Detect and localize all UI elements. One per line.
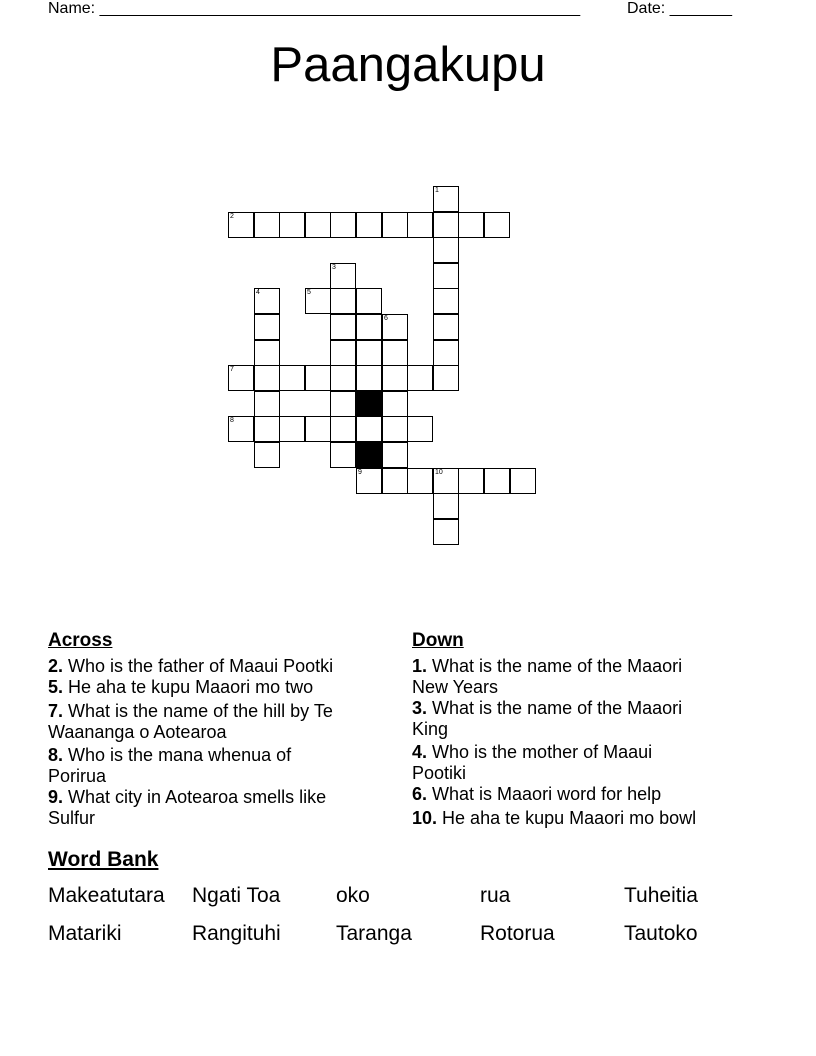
grid-cell[interactable] — [356, 212, 382, 238]
word-bank-item: oko — [336, 884, 370, 907]
grid-cell[interactable] — [510, 468, 536, 494]
grid-cell[interactable] — [433, 468, 459, 494]
clue-number: 5 — [307, 289, 311, 296]
across-clue-5: 5. He aha te kupu Maaori mo two — [48, 677, 314, 697]
grid-cell[interactable] — [382, 212, 408, 238]
grid-cell[interactable] — [228, 416, 254, 442]
grid-cell[interactable] — [254, 288, 280, 314]
grid-cell[interactable] — [305, 212, 331, 238]
grid-cell[interactable] — [228, 212, 254, 238]
grid-cell[interactable] — [433, 365, 459, 391]
across-clue-9: 9. What city in Aotearoa smells like Sulfur — [48, 787, 327, 828]
down-heading: Down — [412, 630, 464, 651]
word-bank-item: Tuheitia — [624, 884, 698, 907]
grid-cell[interactable] — [433, 340, 459, 366]
grid-cell[interactable] — [433, 212, 459, 238]
grid-cell[interactable] — [433, 288, 459, 314]
grid-cell[interactable] — [330, 365, 356, 391]
clue-number: 3 — [332, 264, 336, 271]
down-clue-10: 10. He aha te kupu Maaori mo bowl — [412, 808, 697, 828]
grid-cell[interactable] — [382, 468, 408, 494]
grid-cell[interactable] — [254, 340, 280, 366]
grid-cell[interactable] — [433, 493, 459, 519]
grid-cell[interactable] — [407, 416, 433, 442]
name-line: Name: ______________________________________________________ — [48, 0, 581, 17]
grid-cell[interactable] — [330, 391, 356, 417]
grid-cell[interactable] — [254, 314, 280, 340]
grid-cell[interactable] — [254, 442, 280, 468]
grid-cell[interactable] — [458, 212, 484, 238]
down-clue-4: 4. Who is the mother of Maaui Pootiki — [412, 742, 653, 783]
grid-cell[interactable] — [382, 416, 408, 442]
grid-cell[interactable] — [407, 212, 433, 238]
grid-cell[interactable] — [433, 186, 459, 212]
across-clue-2: 2. Who is the father of Maaui Pootki — [48, 656, 334, 676]
down-clue-1: 1. What is the name of the Maaori New Years — [412, 656, 683, 697]
grid-cell[interactable] — [305, 416, 331, 442]
grid-cell[interactable] — [484, 212, 510, 238]
grid-cell[interactable] — [382, 365, 408, 391]
grid-cell[interactable] — [254, 391, 280, 417]
word-bank-item: Matariki — [48, 922, 122, 945]
grid-cell[interactable] — [305, 365, 331, 391]
grid-cell[interactable] — [458, 468, 484, 494]
grid-cell[interactable] — [356, 365, 382, 391]
grid-cell[interactable] — [330, 416, 356, 442]
clue-number: 7 — [230, 366, 234, 373]
grid-cell[interactable] — [433, 237, 459, 263]
grid-cell[interactable] — [382, 442, 408, 468]
grid-cell[interactable] — [330, 314, 356, 340]
grid-cell[interactable] — [330, 340, 356, 366]
grid-cell[interactable] — [382, 391, 408, 417]
word-bank-item: Ngati Toa — [192, 884, 281, 907]
date-line: Date: _______ — [627, 0, 732, 17]
grid-cell[interactable] — [330, 442, 356, 468]
grid-cell[interactable] — [254, 212, 280, 238]
grid-cell[interactable] — [382, 314, 408, 340]
grid-cell[interactable] — [356, 340, 382, 366]
across-heading: Across — [48, 630, 113, 651]
grid-cell[interactable] — [330, 263, 356, 289]
word-bank-item: Rotorua — [480, 922, 555, 945]
grid-cell[interactable] — [279, 212, 305, 238]
grid-block — [356, 391, 382, 417]
grid-cell[interactable] — [330, 212, 356, 238]
clue-number: 8 — [230, 417, 234, 424]
clue-number: 10 — [435, 469, 443, 476]
page-title: Paangakupu — [270, 38, 546, 92]
clue-number: 6 — [384, 315, 388, 322]
grid-cell[interactable] — [305, 288, 331, 314]
word-bank-heading: Word Bank — [48, 848, 159, 871]
clue-number: 9 — [358, 469, 362, 476]
word-bank-item: Rangituhi — [192, 922, 281, 945]
word-bank-item: Taranga — [336, 922, 412, 945]
grid-cell[interactable] — [279, 416, 305, 442]
grid-cell[interactable] — [433, 263, 459, 289]
clue-number: 2 — [230, 213, 234, 220]
word-bank-item: rua — [480, 884, 511, 907]
grid-cell[interactable] — [484, 468, 510, 494]
grid-cell[interactable] — [356, 416, 382, 442]
grid-cell[interactable] — [356, 468, 382, 494]
clue-number: 1 — [435, 187, 439, 194]
down-clue-6: 6. What is Maaori word for help — [412, 784, 662, 804]
grid-cell[interactable] — [356, 314, 382, 340]
grid-cell[interactable] — [254, 416, 280, 442]
word-bank-item: Makeatutara — [48, 884, 165, 907]
grid-cell[interactable] — [382, 340, 408, 366]
grid-cell[interactable] — [433, 314, 459, 340]
grid-cell[interactable] — [407, 365, 433, 391]
down-clue-3: 3. What is the name of the Maaori King — [412, 698, 683, 739]
grid-cell[interactable] — [356, 288, 382, 314]
grid-block — [356, 442, 382, 468]
grid-cell[interactable] — [330, 288, 356, 314]
across-clue-7: 7. What is the name of the hill by Te Waananga o Aotearoa — [48, 701, 333, 742]
grid-cell[interactable] — [254, 365, 280, 391]
clue-number: 4 — [256, 289, 260, 296]
grid-cell[interactable] — [433, 519, 459, 545]
word-bank-item: Tautoko — [624, 922, 698, 945]
grid-cell[interactable] — [407, 468, 433, 494]
grid-cell[interactable] — [228, 365, 254, 391]
across-clue-8: 8. Who is the mana whenua of Porirua — [48, 745, 292, 786]
grid-cell[interactable] — [279, 365, 305, 391]
